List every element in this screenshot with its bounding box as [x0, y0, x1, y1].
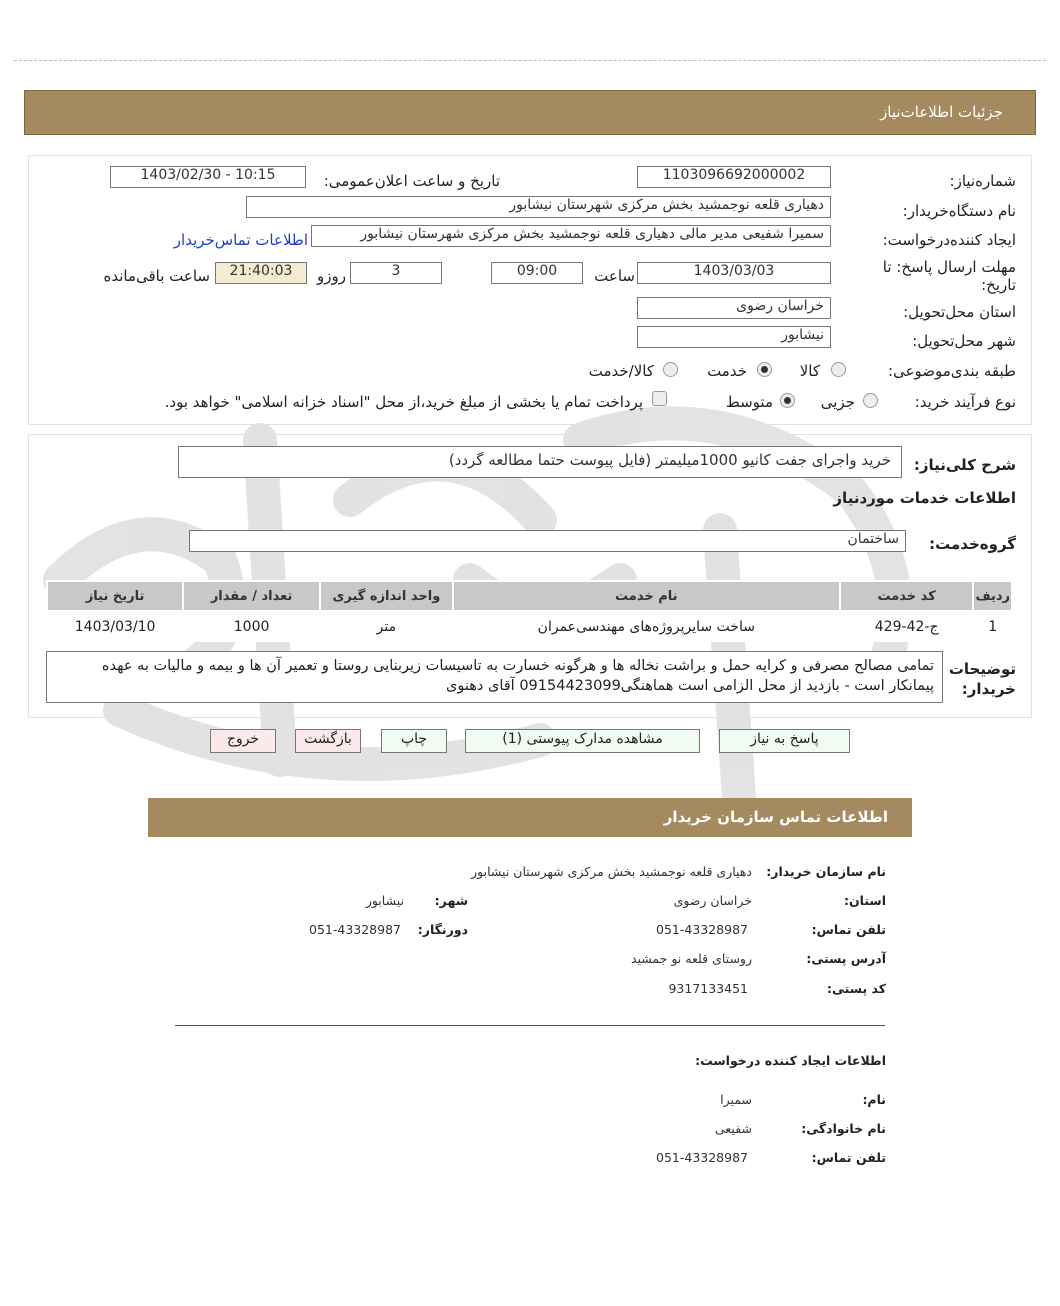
- creator-last-name-label: نام خانوادگی:: [801, 1121, 886, 1136]
- services-section-title: اطلاعات خدمات موردنیاز: [833, 489, 1016, 507]
- services-table: [46, 580, 1013, 642]
- category-option-service: خدمت: [707, 362, 747, 380]
- creator-info-title: اطلاعات ایجاد کننده درخواست:: [695, 1053, 886, 1068]
- buyer-org-label: نام دستگاه‌خریدار:: [902, 202, 1016, 220]
- process-radio-minor[interactable]: [863, 393, 878, 408]
- cell-need-date: 1403/03/10: [47, 611, 183, 642]
- buyer-notes-label-line2: خریدار:: [961, 680, 1016, 698]
- back-button[interactable]: بازگشت: [295, 729, 361, 753]
- postal-code-label: کد پستی:: [826, 981, 886, 996]
- category-option-goods-service: کالا/خدمت: [588, 362, 654, 380]
- deadline-label-line2: تاریخ:: [981, 276, 1016, 294]
- category-label: طبقه بندی‌موضوعی:: [888, 362, 1016, 380]
- buyer-notes-box: تمامی مصالح مصرفی و کرایه حمل و براشت نخاله ها و هرگونه خسارت به تاسیسات زیربنایی روستا و تعمیر آن ها و بیمه و مالیات به عهده پیمانکار است - بازدید از محل الزامی است هماهنگی09154423099 آقای دهنوی: [46, 651, 943, 703]
- creator-first-name-value: سمیرا: [720, 1092, 752, 1107]
- treasury-payment-checkbox[interactable]: [652, 391, 667, 406]
- col-header-unit: واحد اندازه گیری: [320, 581, 453, 611]
- creator-first-name-label: نام:: [862, 1092, 886, 1107]
- deadline-label-line1: مهلت ارسال پاسخ: تا: [882, 258, 1016, 276]
- org-name-value: دهیاری قلعه نوجمشید بخش مرکزی شهرستان نیشابور: [471, 864, 752, 879]
- treasury-payment-note: پرداخت تمام یا بخشی از مبلغ خرید،از محل "اسناد خزانه اسلامی" خواهد بود.: [164, 393, 643, 411]
- top-divider: [14, 60, 1046, 61]
- announce-label: تاریخ و ساعت اعلان‌عمومی:: [323, 172, 500, 190]
- contact-header-bar: [148, 798, 912, 837]
- creator-last-name-value: شفیعی: [714, 1121, 752, 1136]
- need-number-label: شماره‌نیاز:: [949, 172, 1016, 190]
- service-group-field: ساختمان: [189, 530, 906, 552]
- deadline-time-label: ساعت: [594, 267, 635, 285]
- col-header-quantity: تعداد / مقدار: [183, 581, 320, 611]
- remaining-label: ساعت باقی‌مانده: [103, 267, 210, 285]
- contact-province-label: استان:: [843, 893, 886, 908]
- contact-phone-label: تلفن تماس:: [811, 922, 886, 937]
- cell-service-code: ج-42-429: [840, 611, 974, 642]
- contact-section-title: اطلاعات تماس سازمان خریدار: [663, 808, 888, 826]
- creator-phone-value: 051-43328987: [656, 1150, 748, 1165]
- process-radio-medium[interactable]: [780, 393, 795, 408]
- cell-quantity: 1000: [183, 611, 320, 642]
- cell-unit: متر: [320, 611, 453, 642]
- col-header-service-code: کد خدمت: [840, 581, 974, 611]
- page-title: جزئیات اطلاعات‌نیاز: [880, 103, 1003, 121]
- contact-fax-value: 051-43328987: [309, 922, 401, 937]
- city-label: شهر محل‌تحویل:: [912, 332, 1016, 350]
- deadline-date-field: 1403/03/03: [637, 262, 831, 284]
- contact-city-label: شهر:: [434, 893, 468, 908]
- cell-row-number: 1: [973, 611, 1012, 642]
- category-radio-goods[interactable]: [831, 362, 846, 377]
- postal-code-value: 9317133451: [668, 981, 748, 996]
- contact-province-value: خراسان رضوی: [673, 893, 752, 908]
- category-radio-service[interactable]: [757, 362, 772, 377]
- city-field: نیشابور: [637, 326, 831, 348]
- cell-service-name: ساخت سایرپروژه‌های مهندسی‌عمران: [453, 611, 840, 642]
- province-field: خراسان رضوی: [637, 297, 831, 319]
- process-option-medium: متوسط: [725, 393, 773, 411]
- creator-field: سمیرا شفیعی مدیر مالی دهیاری قلعه نوجمشید بخش مرکزی شهرستان نیشابور: [311, 225, 831, 247]
- process-option-minor: جزیی: [820, 393, 855, 411]
- address-label: آدرس پستی:: [806, 951, 886, 966]
- contact-city-value: نیشابور: [365, 893, 404, 908]
- buyer-contact-link[interactable]: اطلاعات تماس‌خریدار: [173, 231, 308, 249]
- creator-phone-label: تلفن تماس:: [811, 1150, 886, 1165]
- org-name-label: نام سازمان خریدار:: [766, 864, 886, 879]
- creator-label: ایجاد کننده‌درخواست:: [882, 231, 1016, 249]
- service-group-label: گروه‌خدمت:: [929, 535, 1016, 553]
- need-description-label: شرح کلی‌نیاز:: [913, 456, 1016, 474]
- announce-field: 1403/02/30 - 10:15: [110, 166, 306, 188]
- category-option-goods: کالا: [799, 362, 820, 380]
- col-header-row-number: ردیف: [973, 581, 1012, 611]
- col-header-need-date: تاریخ نیاز: [47, 581, 183, 611]
- process-label: نوع فرآیند خرید:: [914, 393, 1016, 411]
- contact-divider: [175, 1025, 885, 1026]
- province-label: استان محل‌تحویل:: [903, 303, 1016, 321]
- buyer-notes-label-line1: توضیحات: [948, 660, 1016, 678]
- contact-fax-label: دورنگار:: [417, 922, 468, 937]
- print-button[interactable]: چاپ: [381, 729, 447, 753]
- need-description-field: خرید واجرای جفت کانیو 1000میلیمتر (فایل پیوست حتما مطالعه گردد): [178, 446, 902, 478]
- table-row: [47, 611, 1012, 642]
- need-number-field: 1103096692000002: [637, 166, 831, 188]
- reply-button[interactable]: پاسخ به نیاز: [719, 729, 850, 753]
- category-radio-goods-service[interactable]: [663, 362, 678, 377]
- address-value: روستای قلعه نو جمشید: [630, 951, 752, 966]
- details-header-bar: [24, 90, 1036, 135]
- exit-button[interactable]: خروج: [210, 729, 276, 753]
- contact-phone-value: 051-43328987: [656, 922, 748, 937]
- deadline-time-field: 09:00: [491, 262, 583, 284]
- buyer-org-field: دهیاری قلعه نوجمشید بخش مرکزی شهرستان نیشابور: [246, 196, 831, 218]
- view-attachments-button[interactable]: مشاهده مدارک پیوستی (1): [465, 729, 700, 753]
- remaining-time-field: 21:40:03: [215, 262, 307, 284]
- services-table-header: [47, 581, 1012, 611]
- days-field: 3: [350, 262, 442, 284]
- days-label: روزو: [317, 267, 346, 285]
- col-header-service-name: نام خدمت: [453, 581, 840, 611]
